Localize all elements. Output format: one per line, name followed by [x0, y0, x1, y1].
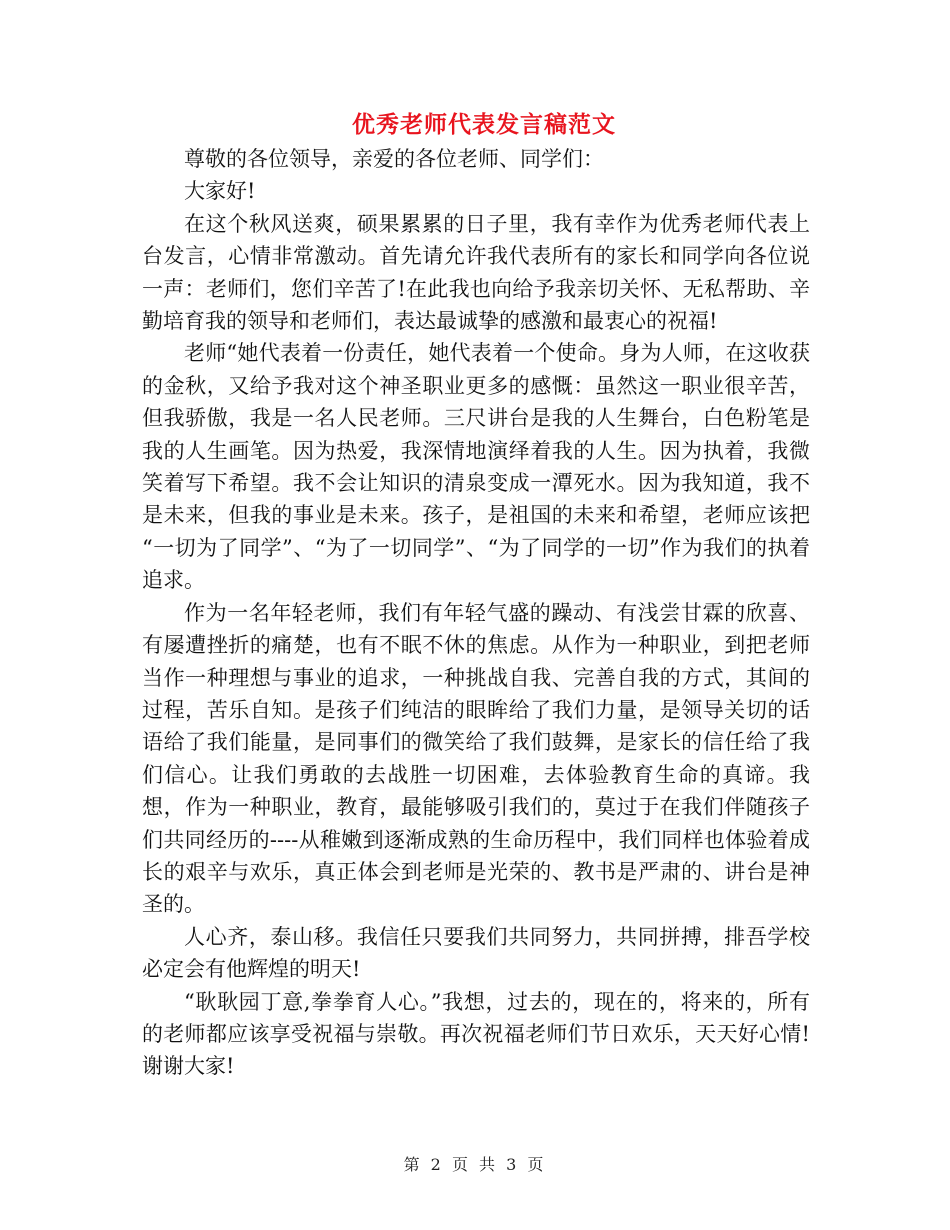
paragraph-young-teacher: 作为一名年轻老师，我们有年轻气盛的躁动、有浅尝甘霖的欣喜、有屡遭挫折的痛楚，也有不眠不休的焦虑。从作为一种职业，到把老师当作一种理想与事业的追求，一种挑战自我、完善自我的方式，其间的过程，苦乐自知。是孩子们纯洁的眼眸给了我们力量，是领导关切的话语给了我们能量，是同事们的微笑给了我们鼓舞，是家长的信任给了我们信心。让我们勇敢的去战胜一切困难，去体验教育生命的真谛。我想，作为一种职业，教育，最能够吸引我们的，莫过于在我们伴随孩子们共同经历的----从稚嫩到逐渐成熟的生命历程中，我们同样也体验着成长的艰辛与欢乐，真正体会到老师是光荣的、教书是严肃的、讲台是神圣的。 [142, 600, 810, 917]
document-title: 优秀老师代表发言稿范文 [352, 111, 616, 138]
paragraph-salutation: 尊敬的各位领导，亲爱的各位老师、同学们： [184, 147, 604, 171]
document-body [142, 143, 810, 1083]
paragraph-teacher-mission: 老师“她代表着一份责任，她代表着一个使命。身为人师，在这收获的金秋，又给予我对这个神圣职业更多的感慨：虽然这一职业很辛苦，但我骄傲，我是一名人民老师。三尺讲台是我的人生舞台，白色粉笔是我的人生画笔。因为热爱，我深情地演绎着我的人生。因为执着，我微笑着写下希望。我不会让知识的清泉变成一潭死水。因为我知道，我不是未来，但我的事业是未来。孩子，是祖国的未来和希望，老师应该把 “一切为了同学”、“为了一切同学”、“为了同学的一切”作为我们的执着追求。 [142, 341, 810, 593]
page-footer: 第 2 页 共 3 页 [403, 1155, 547, 1174]
paragraph-unity: 人心齐，泰山移。我信任只要我们共同努力，共同拼搏，排吾学校必定会有他辉煌的明天! [142, 924, 810, 982]
paragraph-opening: 在这个秋风送爽，硕果累累的日子里，我有幸作为优秀老师代表上台发言，心情非常激动。首先请允许我代表所有的家长和同学向各位说一声：老师们，您们辛苦了!在此我也向给予我亲切关怀、无私帮助、辛勤培育我的领导和老师们，表达最诚挚的感激和最衷心的祝福! [142, 211, 810, 334]
paragraph-greeting: 大家好! [184, 179, 256, 204]
paragraph-closing: “耿耿园丁意,拳拳育人心。”我想，过去的，现在的，将来的，所有的老师都应该享受祝福与崇敬。再次祝福老师们节日欢乐，天天好心情!谢谢大家! [142, 989, 810, 1079]
